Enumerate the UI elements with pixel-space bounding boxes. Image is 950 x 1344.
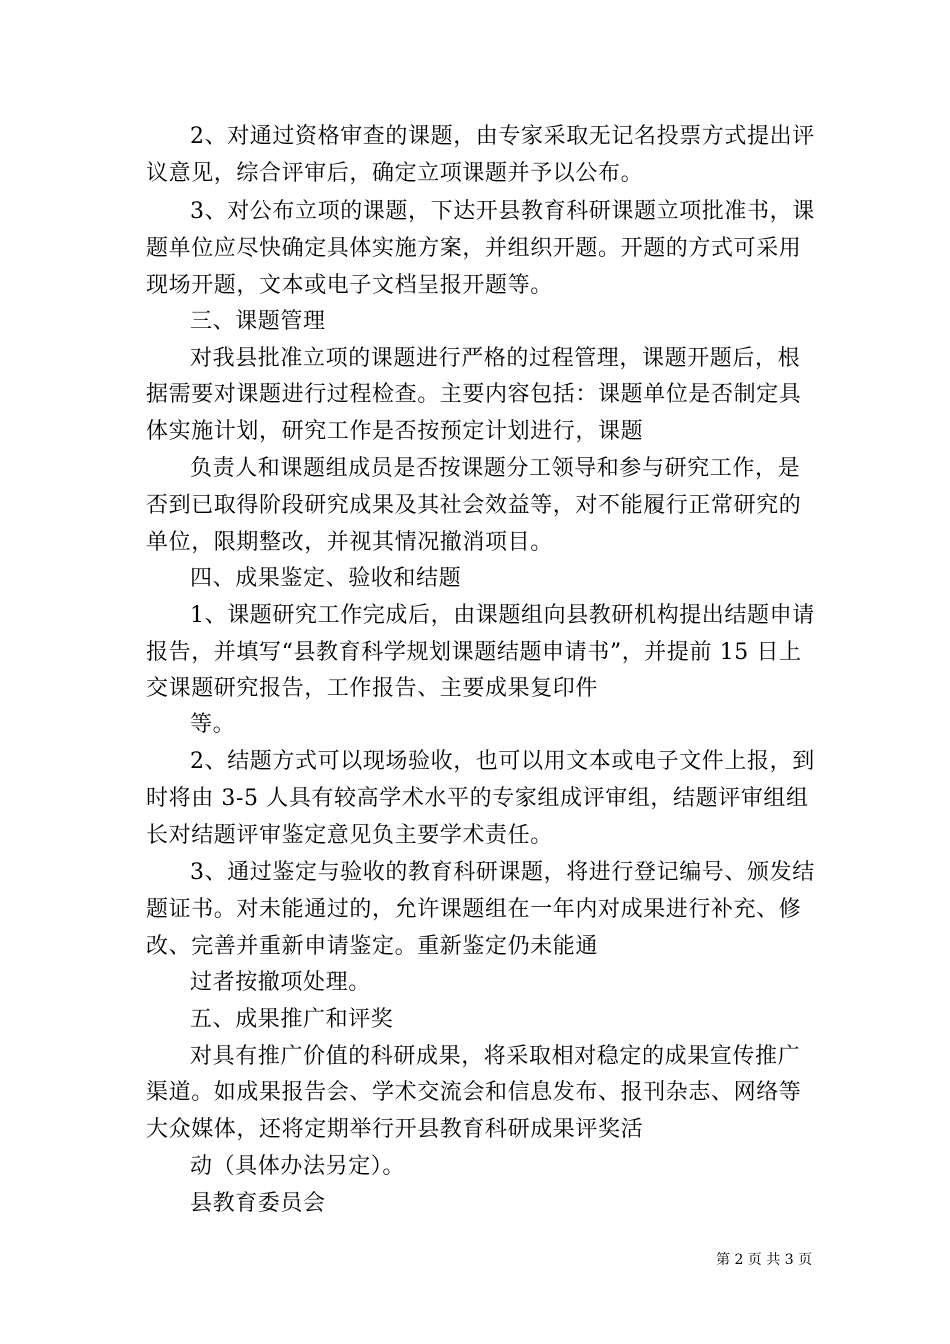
text-line: 对我县批准立项的课题进行严格的过程管理，课题开题后，根 [190, 346, 801, 371]
text-line: 渠道。如成果报告会、学术交流会和信息发布、报刊杂志、网络等 [146, 1080, 802, 1105]
text-line: 动（具体办法另定）。 [190, 1154, 406, 1179]
text-line: 交课题研究报告，工作报告、主要成果复印件 [146, 676, 599, 701]
text-line: 2、结题方式可以现场验收，也可以用文本或电子文件上报，到 [190, 749, 815, 774]
text-line: 改、完善并重新申请鉴定。重新鉴定仍未能通 [146, 934, 599, 959]
section-heading: 三、课题管理 [190, 309, 326, 334]
page-number-footer: 第 2 页 共 3 页 [716, 1252, 813, 1268]
text-line: 否到已取得阶段研究成果及其社会效益等，对不能履行正常研究的 [146, 493, 802, 518]
text-line: 对具有推广价值的科研成果，将采取相对稳定的成果宣传推广 [190, 1044, 801, 1069]
section-heading: 五、成果推广和评奖 [190, 1007, 394, 1032]
text-line: 等。 [190, 712, 236, 737]
text-line: 长对结题评审鉴定意见负主要学术责任。 [146, 823, 553, 848]
text-line: 过者按撤项处理。 [190, 970, 371, 995]
text-line: 3、对公布立项的课题，下达开县教育科研课题立项批准书，课 [190, 199, 815, 224]
text-line: 据需要对课题进行过程检查。主要内容包括：课题单位是否制定具 [146, 382, 802, 407]
text-line: 时将由 3-5 人具有较高学术水平的专家组成评审组，结题评审组组 [146, 786, 809, 811]
text-line: 负责人和课题组成员是否按课题分工领导和参与研究工作，是 [190, 456, 801, 481]
text-line: 3、通过鉴定与验收的教育科研课题，将进行登记编号、颁发结 [190, 860, 815, 885]
text-line: 题证书。对未能通过的，允许课题组在一年内对成果进行补充、修 [146, 897, 802, 922]
text-line: 单位，限期整改，并视其情况撤消项目。 [146, 530, 553, 555]
text-line: 报告，并填写“县教育科学规划课题结题申请书”，并提前 15 日上 [146, 640, 802, 665]
section-heading: 四、成果鉴定、验收和结题 [190, 566, 462, 591]
text-line: 2、对通过资格审查的课题，由专家采取无记名投票方式提出评 [190, 124, 815, 149]
text-line: 议意见，综合评审后，确定立项课题并予以公布。 [146, 161, 644, 186]
signature-line: 县教育委员会 [190, 1191, 326, 1216]
text-line: 体实施计划，研究工作是否按预定计划进行，课题 [146, 419, 644, 444]
text-line: 1、课题研究工作完成后，由课题组向县教研机构提出结题申请 [190, 603, 815, 628]
text-line: 大众媒体，还将定期举行开县教育科研成果评奖活 [146, 1117, 644, 1142]
text-line: 现场开题，文本或电子文档呈报开题等。 [146, 273, 553, 298]
text-line: 题单位应尽快确定具体实施方案，并组织开题。开题的方式可采用 [146, 236, 802, 261]
